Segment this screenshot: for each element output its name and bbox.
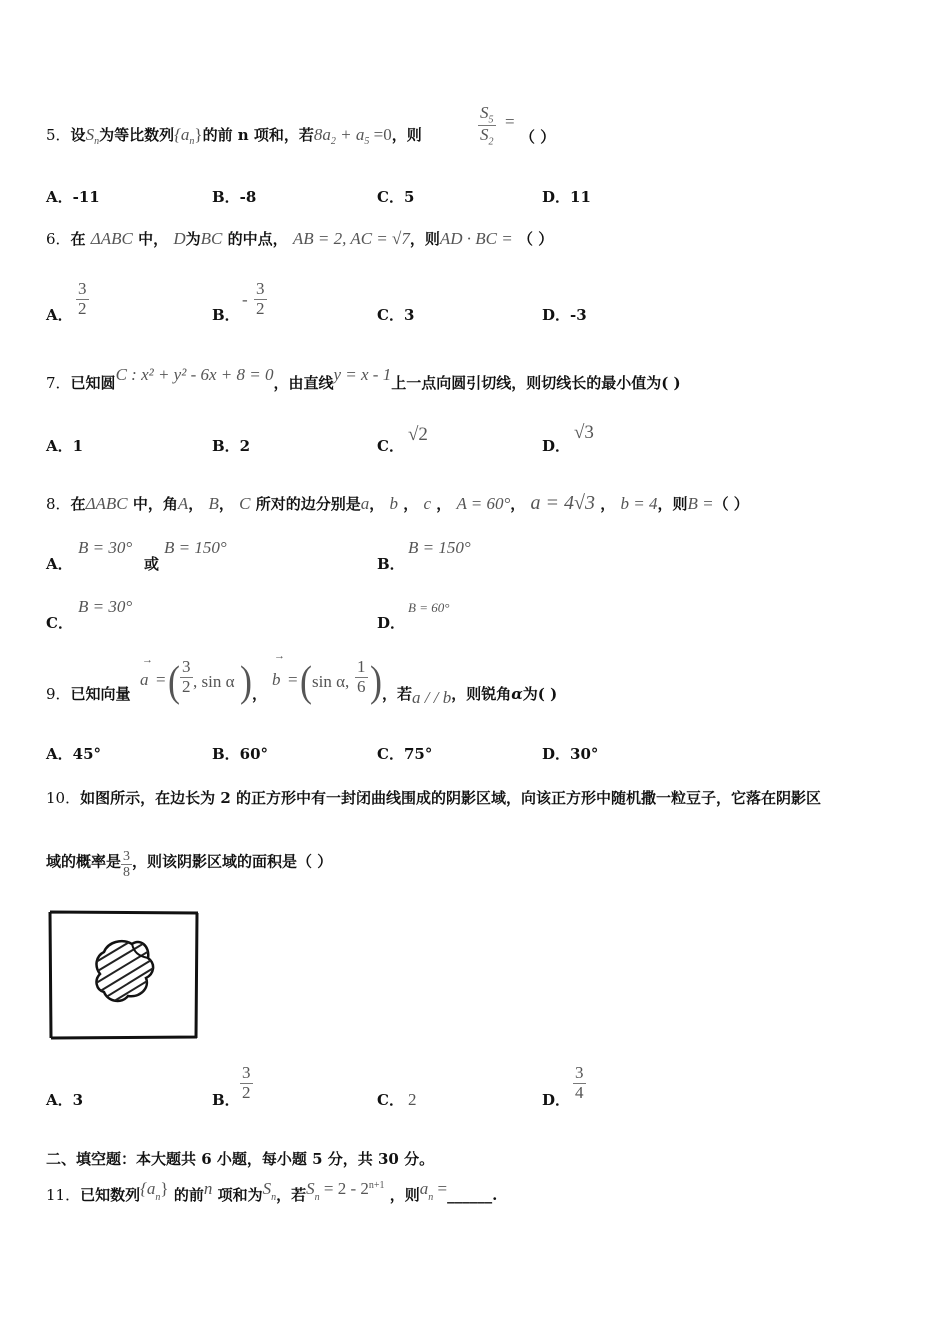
- q5-option-c: C．5: [377, 188, 415, 206]
- q8-option-c-value: B = 30°: [78, 597, 133, 616]
- question-number: 6．: [46, 230, 71, 248]
- q6-option-a-fraction: $\frac{3}{2}$: [78, 279, 87, 318]
- answer-paren: （ ）: [520, 128, 556, 146]
- vector-a-rparen: ): [240, 657, 252, 705]
- q10-option-d-label: D．: [542, 1091, 571, 1109]
- vector-a-fraction: $\frac{3}{2}$: [182, 657, 191, 696]
- question-11: 11．已知数列$\{a_n\}$ 的前n 项和为$S_n$，若$S_n = 2 - 2^{n+1}$ ，则$a_n$ =______.: [46, 1179, 498, 1204]
- q9-option-a: A．45°: [46, 745, 102, 763]
- q7-option-a: A．1: [46, 437, 84, 455]
- fraction-s5-s2: $\frac{S_5}{S_2}$: [480, 103, 494, 148]
- question-number: 11．: [46, 1186, 81, 1204]
- question-number: 8．: [46, 495, 71, 513]
- question-8: 8．在ΔABC 中，角A， B， C 所对的边分别是a， b ， c ， A = 60°， a = 4√3 ， b = 4，则B =（ ）: [46, 492, 749, 514]
- question-number: 10．: [46, 789, 81, 807]
- question-5: 5．设$S_n$为等比数列$\{a_n\}$的前 n 项和，若$8a_2 + a_5 =0$，则: [46, 125, 422, 147]
- question-number: 5．: [46, 126, 71, 144]
- q5-option-b: B．-8: [212, 188, 257, 206]
- q6-option-d: D．-3: [542, 306, 587, 324]
- q8-option-d-value: B = 60°: [408, 600, 450, 615]
- question-number: 7．: [46, 374, 71, 392]
- q7-option-d-value: √3: [574, 422, 594, 443]
- q6-option-c: C．3: [377, 306, 415, 324]
- q8-option-b-value: B = 150°: [408, 538, 471, 557]
- q9-option-c: C．75°: [377, 745, 433, 763]
- vector-b-arrow: →: [274, 650, 285, 662]
- question-9-prefix: 9．已知向量: [46, 685, 131, 703]
- q6-option-b-sign: -: [242, 290, 248, 309]
- vector-b-head: sin α,: [312, 672, 350, 691]
- question-number: 9．: [46, 685, 71, 703]
- q8-option-a-value1: B = 30°: [78, 538, 133, 557]
- q10-option-d-fraction: $\frac{3}{4}$: [575, 1063, 584, 1102]
- q8-option-d-label: D．: [377, 614, 406, 632]
- q7-option-b: B．2: [212, 437, 251, 455]
- q8-option-a-or: 或: [144, 555, 160, 573]
- comma: ，: [252, 685, 268, 703]
- question-7: 7．已知圆C : x² + y² - 6x + 8 = 0，由直线y = x - 1上一点向圆引切线，则切线长的最小值为( ): [46, 365, 681, 392]
- vector-a-arrow: →: [142, 654, 153, 666]
- q8-option-b-label: B．: [377, 555, 405, 573]
- q5-option-a: A．-11: [46, 188, 100, 206]
- q10-option-a: A．3: [46, 1091, 84, 1109]
- q9-option-d: D．30°: [542, 745, 599, 763]
- q10-option-b-label: B．: [212, 1091, 240, 1109]
- q7-option-c-label: C．: [377, 437, 404, 455]
- vector-b-fraction: $\frac{1}{6}$: [357, 657, 366, 696]
- section-heading: 二、填空题：本大题共 6 小题，每小题 5 分，共 30 分。: [46, 1150, 435, 1168]
- q6-option-b-label: B．: [212, 306, 240, 324]
- q9-option-b: B．60°: [212, 745, 269, 763]
- question-10-line1: 10．如图所示，在边长为 2 的正方形中有一封闭曲线围成的阴影区域，向该正方形中随机撒一粒豆子，它落在阴影区: [46, 789, 821, 807]
- question-10-line2: 域的概率是 $\frac{3}{8}$ ，则该阴影区域的面积是（ ）: [46, 849, 333, 881]
- question-6: 6．在 ΔABC 中， D为BC 的中点， AB = 2, AC = √7，则AD · BC = （ ）: [46, 229, 554, 248]
- q7-option-c-value: √2: [408, 424, 428, 445]
- vector-b-rparen: ): [370, 657, 382, 705]
- q7-option-d-label: D．: [542, 437, 571, 455]
- q6-option-b-fraction: $\frac{3}{2}$: [256, 279, 265, 318]
- q6-option-a-label: A．: [46, 306, 73, 324]
- answer-blank[interactable]: ______: [447, 1186, 493, 1204]
- q8-option-a-value2: B = 150°: [164, 538, 227, 557]
- shaded-region: [97, 941, 154, 1001]
- vector-b-eq: =: [288, 670, 298, 689]
- q8-option-a-label: A．: [46, 555, 73, 573]
- vector-a-lparen: (: [168, 657, 180, 705]
- q8-option-c-label: C．: [46, 614, 73, 632]
- q10-option-c-value: 2: [408, 1090, 417, 1109]
- vector-a-eq: =: [156, 670, 166, 689]
- q10-option-b-fraction: $\frac{3}{2}$: [242, 1063, 251, 1102]
- vector-a: a: [140, 670, 149, 689]
- square-figure: [46, 908, 202, 1042]
- question-9-suffix: ，若a / / b，则锐角α为( ): [382, 685, 558, 707]
- equals-sign: =: [505, 112, 515, 131]
- vector-b-lparen: (: [300, 657, 312, 705]
- q10-option-c-label: C．: [377, 1091, 404, 1109]
- vector-a-tail: , sin α: [193, 672, 235, 691]
- vector-b: b: [272, 670, 281, 689]
- q5-option-d: D．11: [542, 188, 591, 206]
